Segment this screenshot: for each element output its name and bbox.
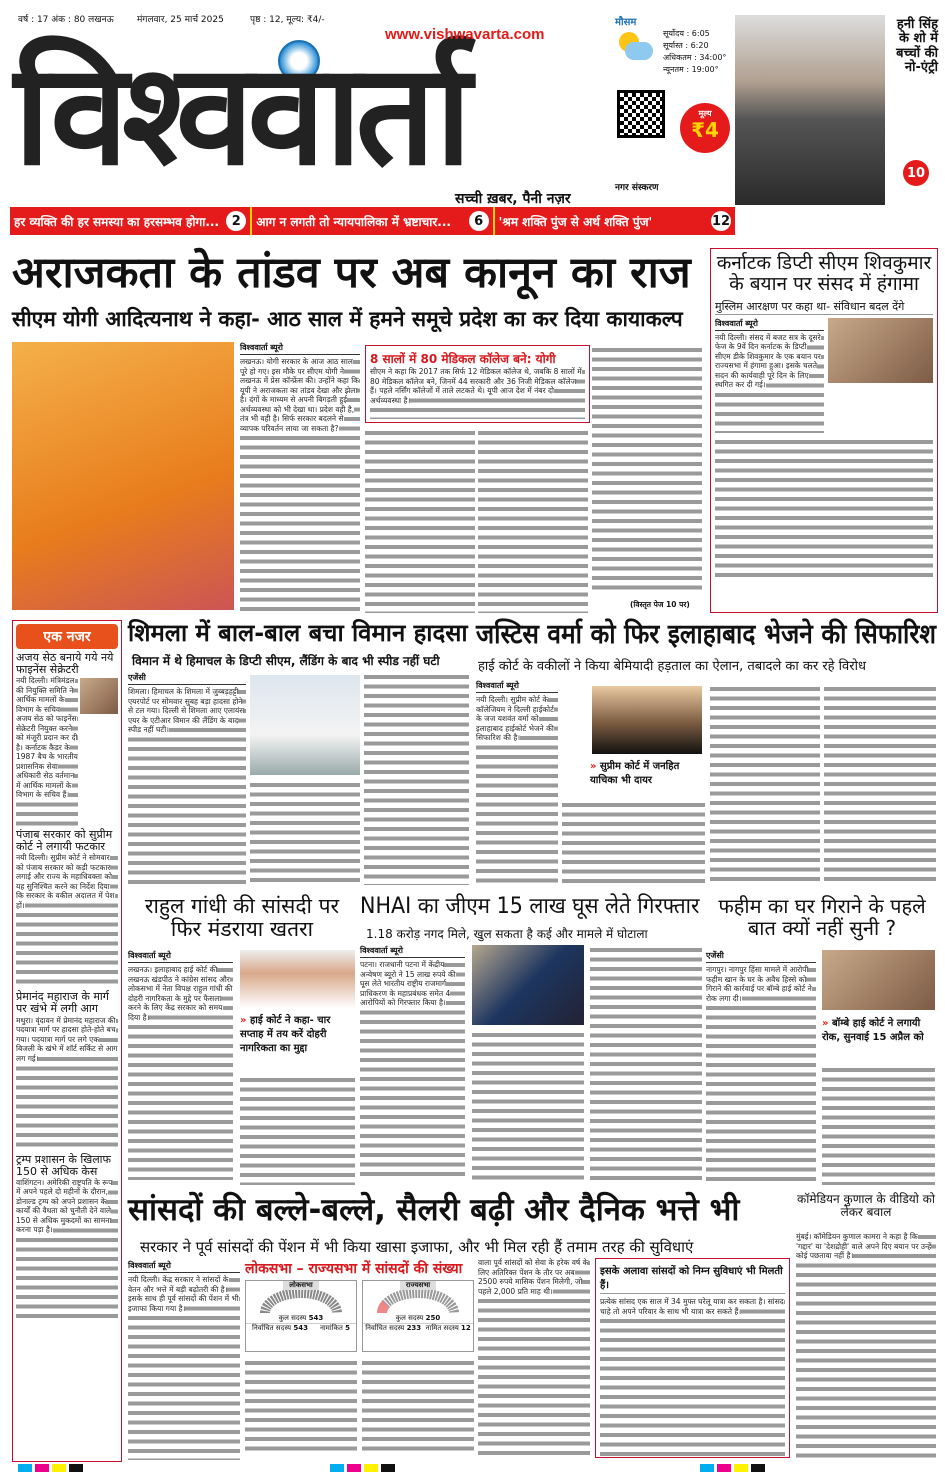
lok-label: लोकसभा xyxy=(283,1281,318,1290)
brief-body: नयी दिल्ली। मंत्रिमंडल की नियुक्ति समिति ने आर्थिक मामलों के विभाग के सचिव अजय सेठ को फाइनेंस सेक्रेटरी नियुक्त करने को मंजूरी प्रदान कर दी है। कर्नाटक कैडर के 1987 बैच के भारतीय प्रशासनिक सेवा अधिकारी सेठ वर्तमान में आर्थिक मामलों के विभाग के सचिव हैं। xyxy=(16,676,78,800)
byline: विश्ववार्ता ब्यूरो xyxy=(128,950,233,963)
salary-body: नयी दिल्ली। केंद्र सरकार ने सांसदों के वेतन और भत्ते में बड़ी बढ़ोतरी की है। इसके साथ ही पूर्व सांसदों की पेंशन में भी इजाफा किया गया है। xyxy=(128,1275,239,1313)
lead-headline[interactable]: अराजकता के तांडव पर अब कानून का राज xyxy=(12,248,691,298)
rajya-elected: निर्वाचित सदस्य 233 xyxy=(365,1324,422,1332)
strip-item[interactable]: आग न लगती तो न्यायपालिका में भ्रष्टाचार... 6 xyxy=(252,207,494,235)
lead-col-1 xyxy=(240,342,360,612)
continued-note[interactable]: (विस्तृत पेज 10 पर) xyxy=(630,600,690,609)
faheem-photo xyxy=(822,950,935,1010)
salary-col-4: वाला पूर्व सांसदों को सेवा के हरेक वर्ष के लिए अतिरिक्त पेंशन के तौर पर अब 2500 रुपये मासिक पेंशन मिलेगी, जो पहले 2,000 प्रति माह थी। xyxy=(478,1258,590,1456)
ek-nazar-label: एक नजर xyxy=(16,624,118,649)
nhai-body: पटना। राजधानी पटना में केंद्रीय अन्वेषण ब्यूरो ने 15 लाख रुपये की घूस लेते भारतीय राष्ट्रीय राजमार्ग प्राधिकरण के महाप्रबंधक समेत 4 आरोपियों को गिरफ्तार किया है। xyxy=(360,960,456,1007)
weather-max: अधिकतम : 34:00° xyxy=(663,53,727,62)
teaser-strip xyxy=(10,207,735,235)
shimla-subhead: विमान में थे हिमाचल के डिप्टी सीएम, लैंडिंग के बाद भी स्पीड नहीं घटी xyxy=(132,654,440,668)
faheem-headline[interactable]: फहीम का घर गिराने के पहले बात क्यों नहीं सुनी ? xyxy=(718,894,926,940)
cloud-sun-icon xyxy=(615,28,655,68)
shimla-col-2 xyxy=(250,780,360,885)
lead-col-2 xyxy=(365,428,475,613)
byline: विश्ववार्ता ब्यूरो xyxy=(128,1260,240,1273)
color-registration-bar xyxy=(330,1464,395,1472)
verma-col-4 xyxy=(824,684,936,884)
teaser-headline[interactable]: हनी सिंह के शो में बच्चों की नो-एंट्री xyxy=(896,17,938,75)
faheem-col-2 xyxy=(822,1065,935,1185)
ek-nazar-column xyxy=(12,620,122,1462)
karnataka-subhead: मुस्लिम आरक्षण पर कहा था- संविधान बदल देंगे xyxy=(715,299,933,315)
facilities-body: प्रत्येक सांसद एक साल में 34 मुफ्त घरेलू यात्रा कर सकता है। सांसद चाहे तो अपने परिवार के साथ भी यात्रा कर सकते हैं। xyxy=(600,1297,784,1316)
lead-col-3 xyxy=(478,428,588,613)
pages-price: पृष्ठ : 12, मूल्य: ₹4/- xyxy=(250,15,325,25)
rajya-sabha-hemicycle xyxy=(368,1290,468,1314)
byline: विश्ववार्ता ब्यूरो xyxy=(476,680,558,693)
ajay-seth-photo xyxy=(80,678,118,714)
yogi-photo xyxy=(12,342,234,610)
website-link[interactable]: www.vishwavarta.com xyxy=(385,26,545,43)
karnataka-story xyxy=(710,248,938,613)
rahul-caption: » हाई कोर्ट ने कहा- चार सप्ताह में तय करें दोहरी नागरिकता का मुद्दा xyxy=(240,1015,331,1054)
strip-item[interactable]: हर व्यक्ति की हर समस्या का हरसम्भव होगा... 2 xyxy=(10,207,252,235)
brief-title[interactable]: अजय सेठ बनाये गये नये फाइनेंस सेक्रेटरी xyxy=(16,651,114,677)
lead-col-4 xyxy=(592,345,702,595)
rahul-body: लखनऊ। इलाहाबाद हाई कोर्ट की लखनऊ खंडपीठ ने कांग्रेस सांसद और लोकसभा में नेता विपक्ष राहुल गांधी की दोहरी नागरिकता के मुद्दे पर फैसला करने के लिए केंद्र सरकार को समय दिया है। xyxy=(128,965,233,1022)
verma-caption: » सुप्रीम कोर्ट में जनहित याचिका भी दायर xyxy=(590,761,680,786)
brief-body: मथुरा। वृंदावन में प्रेमानंद महाराज की पदयात्रा मार्ग पर हादसा होते-होते बच गया। पदयात्रा मार्ग पर लगे एक बिजली के खंभे में शॉर्ट सर्किट से आग लग गई। xyxy=(16,1015,118,1063)
shimla-headline[interactable]: शिमला में बाल-बाल बचा विमान हादसा xyxy=(128,619,468,647)
rajya-label: राज्यसभा xyxy=(400,1281,436,1290)
weather-box xyxy=(615,14,745,76)
faheem-body: नागपुर। नागपुर हिंसा मामले में आरोपी फहीम खान के घर के अवैध हिस्से को गिराने की कार्रवाई पर बॉम्बे हाई कोर्ट ने रोक लगा दी। xyxy=(706,965,812,1003)
lead-subhead: सीएम योगी आदित्यनाथ ने कहा- आठ साल में हमने समूचे प्रदेश का कर दिया कायाकल्प xyxy=(12,307,683,331)
facilities-box xyxy=(595,1258,790,1458)
rahul-col-2 xyxy=(240,1075,355,1185)
nhai-col-3 xyxy=(590,945,702,1185)
brief-title[interactable]: ट्रम्प प्रशासन के खिलाफ 150 से अधिक केस xyxy=(16,1152,112,1178)
shimla-col-3 xyxy=(364,672,469,885)
verma-col-2 xyxy=(562,800,705,885)
rahul-col-1 xyxy=(128,950,233,1180)
aircraft-photo xyxy=(250,675,360,775)
strip-item[interactable]: 'श्रम शक्ति पुंज से अर्थ शक्ति पुंज' 12 xyxy=(495,207,735,235)
faheem-caption: » बॉम्बे हाई कोर्ट ने लगायी रोक, सुनवाई 15 अप्रैल को xyxy=(822,1018,924,1043)
karnataka-col xyxy=(715,437,933,577)
date: मंगलवार, 25 मार्च 2025 xyxy=(137,15,224,25)
verma-col-3 xyxy=(710,684,820,884)
shivakumar-photo xyxy=(828,318,933,383)
brief-body: वाशिंगटन। अमेरिकी राष्ट्रपति के रूप में अपने पहले दो महीनों के दौरान, डोनाल्ड ट्रम्प को अपने प्रशासन के कार्यों की वैधता को चुनौती देने वाले 150 से अधिक मुकदमों का सामना करना पड़ा है। xyxy=(16,1177,113,1235)
karnataka-body: नयी दिल्ली। संसद में बजट सत्र के दूसरे फेज के 9वें दिन कर्नाटक के डिप्टी सीएम डीके शिवकुमार के एक बयान पर राज्यसभा में हंगामा हुआ। इसके चलते सदन की कार्यवाही पूरे दिन के लिए स्थगित कर दी गई। xyxy=(715,332,821,390)
tagline: सच्ची ख़बर, पैनी नज़र xyxy=(455,191,571,207)
cbi-photo xyxy=(472,945,584,1025)
shimla-body: शिमला। हिमाचल के शिमला में जुब्बड़हट्टी एयरपोर्ट पर सोमवार सुबह बड़ा हादसा होने से टल गया। दिल्ली से शिमला आए एलायंस एयर के एटीआर विमान की लैंडिंग के बाद स्पीड नहीं घटी। xyxy=(128,687,245,734)
teaser-photo[interactable] xyxy=(735,15,885,205)
verma-body: नयी दिल्ली। सुप्रीम कोर्ट के कॉलेजियम ने दिल्ली हाईकोर्ट के जज यशवंत वर्मा को इलाहाबाद हाईकोर्ट भेजने की सिफारिश की है। xyxy=(476,695,554,742)
kunal-headline[interactable]: कॉमेडियन कुणाल के वीडियो को लेकर बवाल xyxy=(797,1192,935,1220)
nhai-col-1 xyxy=(360,945,465,1180)
lead-box-body: सीएम ने कहा कि 2017 तक सिर्फ 12 मेडिकल कॉलेज थे, जबकि 8 सालों में 80 मेडिकल कॉलेज बने, जिनमें 44 सरकारी और 36 निजी मेडिकल कॉलेज हैं। पहले नर्सिंग कॉलेजों में ताले लटकते थे। यूपी आज देश में नंबर दो अर्थव्यवस्था है। xyxy=(370,367,582,405)
color-registration-bar xyxy=(18,1464,83,1472)
lok-total: कुल सदस्य 543 xyxy=(278,1314,324,1322)
byline: विश्ववार्ता ब्यूरो xyxy=(240,342,360,355)
rajya-total: कुल सदस्य 250 xyxy=(395,1314,441,1322)
brief-body: नयी दिल्ली। सुप्रीम कोर्ट ने सोमवार को पंजाब सरकार को कड़ी फटकार लगाई और राज्य के महाधिवक्ता को यह सुनिश्चित करने का निर्देश दिया कि सरकार के वकील अदालत में पेश हों। xyxy=(16,853,115,910)
byline: एजेंसी xyxy=(706,950,816,963)
newspaper-title: विश्ववार्ता xyxy=(14,34,466,197)
lead-box-title: 8 सालों में 80 मेडिकल कॉलेज बने: योगी xyxy=(370,352,556,366)
brief-title[interactable]: पंजाब सरकार को सुप्रीम कोर्ट ने लगायी फटकार xyxy=(16,828,113,854)
lok-sabha-hemicycle xyxy=(251,1290,351,1314)
chart-title: लोकसभा – राज्यसभा में सांसदों की संख्या xyxy=(245,1261,463,1277)
salary-headline[interactable]: सांसदों की बल्ले-बल्ले, सैलरी बढ़ी और दैनिक भत्ते भी xyxy=(128,1192,740,1228)
salary-col-1 xyxy=(128,1260,240,1460)
salary-col-3 xyxy=(362,1358,474,1456)
lead-body: लखनऊ। योगी सरकार के आज आठ साल पूरे हो गए। इस मौके पर सीएम योगी ने लखनऊ में प्रेस कॉन्फ्रेंस की। उन्होंने कहा कि यूपी ने अराजकता का तांडव देखा और झेला है। दंगों के माध्यम से अपनी बिगड़ती हुई अर्थव्यवस्था को भी देखा था। प्रदेश वही है, तंत्र भी वही है। सिर्फ सरकार बदलने से व्यापक परिवर्तन लाया जा सकता है? xyxy=(240,357,359,433)
brief-title[interactable]: प्रेमानंद महाराज के मार्ग पर खंभे में लगी आग xyxy=(16,990,109,1016)
edition-label: नगर संस्करण xyxy=(615,183,659,193)
lead-box xyxy=(365,345,590,423)
verma-col-1 xyxy=(476,680,558,885)
nhai-subhead: 1.18 करोड़ नगद मिले, खुल सकता है कई और मामले में घोटाला xyxy=(366,927,648,941)
salary-col-2 xyxy=(245,1358,357,1456)
salary-subhead: सरकार ने पूर्व सांसदों की पेंशन में भी किया खासा इजाफा, और भी मिल रही हैं तमाम तरह की सुविधाएं xyxy=(140,1238,694,1256)
byline: विश्ववार्ता ब्यूरो xyxy=(715,318,824,331)
kunal-body: मुंबई। कॉमेडियन कुणाल कामरा ने कहा है कि 'गद्दार' या 'देशद्रोही' वाले अपने दिए बयान पर उन्हें कोई पछतावा नहीं है। xyxy=(796,1232,936,1458)
byline: विश्ववार्ता ब्यूरो xyxy=(360,945,465,958)
verma-headline[interactable]: जस्टिस वर्मा को फिर इलाहाबाद भेजने की सिफारिश xyxy=(476,619,937,650)
lok-elected: निर्वाचित सदस्य 543 xyxy=(252,1324,308,1332)
faheem-col-1 xyxy=(706,950,816,1185)
verma-photo xyxy=(592,686,702,754)
rahul-headline[interactable]: राहुल गांधी की सांसदी पर फिर मंडराया खतरा xyxy=(144,894,340,942)
facilities-title: इसके अलावा सांसदों को निम्न सुविधाएं भी मिलती हैं। xyxy=(600,1263,785,1294)
qr-code[interactable] xyxy=(617,90,665,138)
karnataka-headline[interactable]: कर्नाटक डिप्टी सीएम शिवकुमार के बयान पर संसद में हंगामा xyxy=(716,252,932,295)
nhai-col-2 xyxy=(472,1030,584,1185)
lok-other: नामांकित 5 xyxy=(319,1324,350,1332)
byline: एजेंसी xyxy=(128,672,246,685)
issue-info: वर्ष : 17 अंक : 80 लखनऊ xyxy=(18,15,114,25)
rajya-sabha-diagram xyxy=(362,1280,474,1352)
weather-label: मौसम xyxy=(615,17,637,28)
price-badge: मूल्य ₹4 xyxy=(680,103,730,153)
lok-sabha-diagram xyxy=(245,1280,357,1352)
shimla-col-1 xyxy=(128,672,246,887)
teaser-page-badge: 10 xyxy=(903,160,929,186)
weather-sunrise: सूर्योदय : 6:05 xyxy=(663,29,710,38)
color-registration-bar xyxy=(700,1464,765,1472)
rajya-nominated: नामित सदस्य 12 xyxy=(425,1324,471,1332)
weather-min: न्यूनतम : 19:00° xyxy=(663,65,719,74)
weather-sunset: सूर्यास्त : 6:20 xyxy=(663,41,709,50)
nhai-headline[interactable]: NHAI का जीएम 15 लाख घूस लेते गिरफ्तार xyxy=(360,894,700,919)
verma-subhead: हाई कोर्ट के वकीलों ने किया बेमियादी हड़ताल का ऐलान, तबादले का कर रहे विरोध xyxy=(478,659,866,674)
rahul-photo xyxy=(240,950,355,1008)
